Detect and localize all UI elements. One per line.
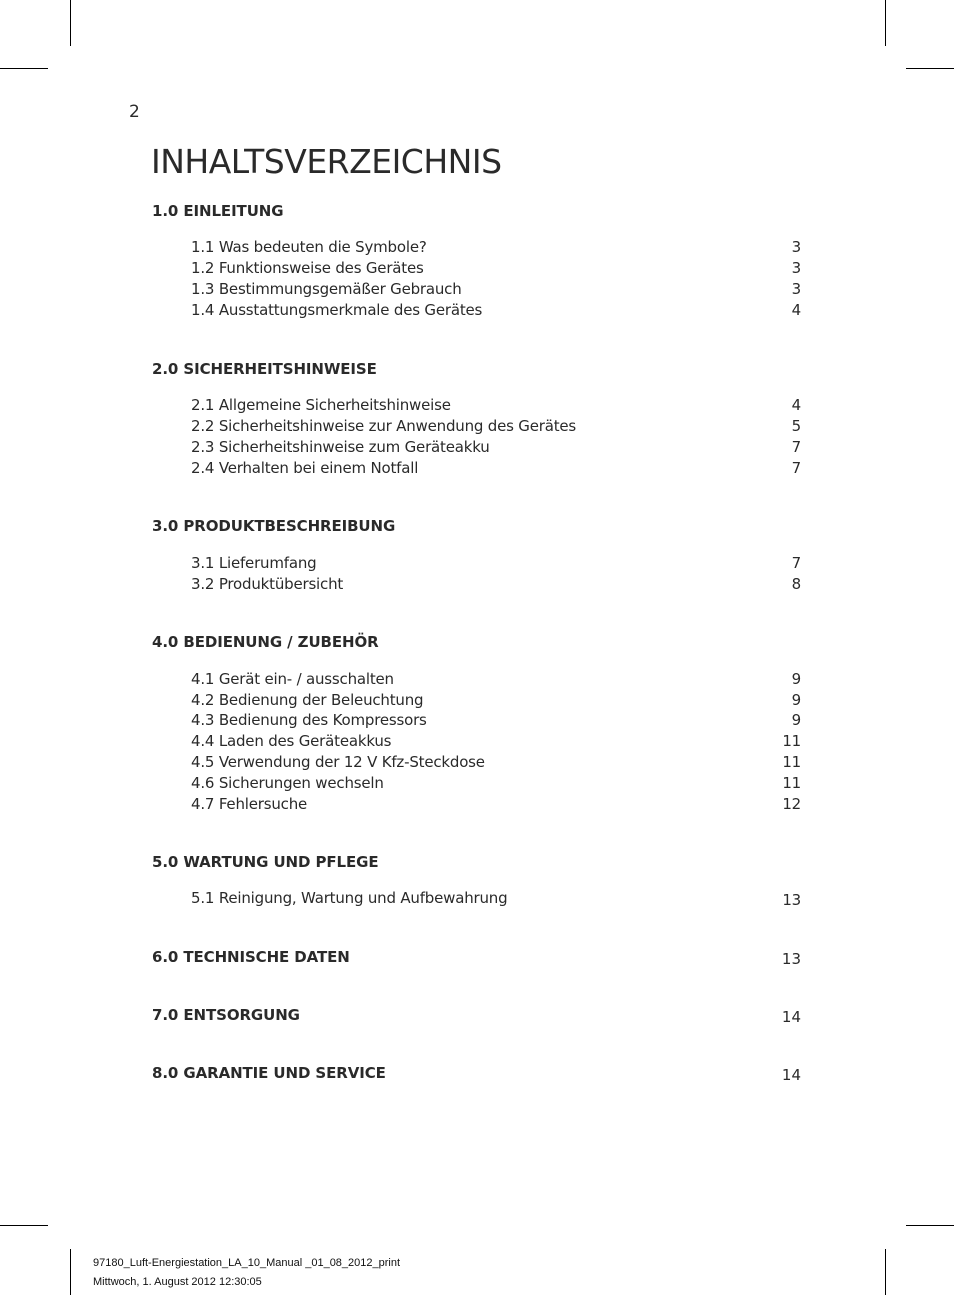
toc-entry-label: 2.3 Sicherheitshinweise zum Geräteakku bbox=[191, 438, 490, 456]
toc-entry-label: 4.3 Bedienung des Kompressors bbox=[191, 711, 427, 729]
crop-mark bbox=[885, 0, 886, 46]
crop-mark bbox=[0, 68, 48, 69]
section-page: 14 bbox=[781, 1008, 801, 1026]
toc-entry-page: 9 bbox=[791, 691, 801, 709]
section-heading: 3.0 PRODUKTBESCHREIBUNG bbox=[152, 517, 396, 535]
crop-mark bbox=[906, 1225, 954, 1226]
section-page: 13 bbox=[781, 950, 801, 968]
toc-entry-page: 7 bbox=[791, 459, 801, 477]
toc-entry[interactable] bbox=[191, 575, 801, 596]
toc-entry[interactable] bbox=[191, 417, 801, 438]
toc-entry-label: 1.1 Was bedeuten die Symbole? bbox=[191, 238, 427, 256]
toc-entry-page: 11 bbox=[782, 732, 801, 750]
toc-entry[interactable] bbox=[191, 438, 801, 459]
toc-entry-label: 1.3 Bestimmungsgemäßer Gebrauch bbox=[191, 280, 462, 298]
toc-entry-label: 4.7 Fehlersuche bbox=[191, 795, 308, 813]
toc-entry[interactable] bbox=[191, 774, 801, 795]
toc-entry-label: 4.4 Laden des Geräteakkus bbox=[191, 732, 392, 750]
toc-entry-page: 4 bbox=[791, 396, 801, 414]
toc-entry[interactable] bbox=[191, 459, 801, 480]
toc-entry-label: 2.1 Allgemeine Sicherheitshinweise bbox=[191, 396, 451, 414]
crop-mark bbox=[70, 0, 71, 46]
toc-entry[interactable] bbox=[191, 259, 801, 280]
section-heading: 8.0 GARANTIE UND SERVICE bbox=[152, 1064, 386, 1082]
toc-entry[interactable] bbox=[191, 795, 801, 816]
toc-entry-page: 7 bbox=[791, 438, 801, 456]
toc-entry-page: 8 bbox=[791, 575, 801, 593]
section-heading: 1.0 EINLEITUNG bbox=[152, 202, 284, 220]
toc-entry-page: 3 bbox=[791, 259, 801, 277]
footer-file-name: 97180_Luft-Energiestation_LA_10_Manual _01_08_2012_print bbox=[93, 1257, 401, 1269]
toc-entry[interactable] bbox=[191, 889, 801, 910]
toc-entry[interactable] bbox=[191, 732, 801, 753]
section-heading: 2.0 SICHERHEITSHINWEISE bbox=[152, 360, 377, 378]
toc-entry[interactable] bbox=[191, 396, 801, 417]
crop-mark bbox=[906, 68, 954, 69]
toc-entry-page: 11 bbox=[782, 753, 801, 771]
toc-entry-label: 4.1 Gerät ein- / ausschalten bbox=[191, 670, 394, 688]
toc-entry[interactable] bbox=[191, 301, 801, 322]
toc-entry-page: 4 bbox=[791, 301, 801, 319]
crop-mark bbox=[0, 1225, 48, 1226]
toc-entry-label: 4.5 Verwendung der 12 V Kfz-Steckdose bbox=[191, 753, 485, 771]
toc-entry-page: 5 bbox=[791, 417, 801, 435]
section-heading: 5.0 WARTUNG UND PFLEGE bbox=[152, 853, 379, 871]
toc-entry-label: 3.1 Lieferumfang bbox=[191, 554, 317, 572]
toc-entry-page: 9 bbox=[791, 711, 801, 729]
toc-entry-label: 1.4 Ausstattungsmerkmale des Gerätes bbox=[191, 301, 483, 319]
toc-entry[interactable] bbox=[191, 691, 801, 712]
toc-entry[interactable] bbox=[191, 554, 801, 575]
section-heading: 6.0 TECHNISCHE DATEN bbox=[152, 948, 350, 966]
toc-entry-label: 4.2 Bedienung der Beleuchtung bbox=[191, 691, 424, 709]
toc-entry-label: 3.2 Produktübersicht bbox=[191, 575, 344, 593]
toc-entry-label: 4.6 Sicherungen wechseln bbox=[191, 774, 384, 792]
toc-entry-label: 5.1 Reinigung, Wartung und Aufbewahrung bbox=[191, 889, 508, 907]
crop-mark bbox=[885, 1249, 886, 1295]
toc-entry[interactable] bbox=[191, 238, 801, 259]
toc-entry-label: 1.2 Funktionsweise des Gerätes bbox=[191, 259, 424, 277]
toc-entry-page: 7 bbox=[791, 554, 801, 572]
toc-entry[interactable] bbox=[191, 670, 801, 691]
crop-mark bbox=[70, 1249, 71, 1295]
toc-entry-page: 12 bbox=[782, 795, 801, 813]
toc-entry-page: 3 bbox=[791, 238, 801, 256]
page-title: INHALTSVERZEICHNIS bbox=[151, 142, 502, 181]
toc-entry-page: 3 bbox=[791, 280, 801, 298]
page-number: 2 bbox=[129, 102, 140, 122]
section-heading: 4.0 BEDIENUNG / ZUBEHÖR bbox=[152, 633, 379, 651]
toc-entry-page: 9 bbox=[791, 670, 801, 688]
toc-entry[interactable] bbox=[191, 280, 801, 301]
section-page: 14 bbox=[781, 1066, 801, 1084]
toc-entry[interactable] bbox=[191, 711, 801, 732]
section-heading: 7.0 ENTSORGUNG bbox=[152, 1006, 300, 1024]
toc-entry-label: 2.2 Sicherheitshinweise zur Anwendung des Gerätes bbox=[191, 417, 577, 435]
toc-entry-label: 2.4 Verhalten bei einem Notfall bbox=[191, 459, 419, 477]
toc-entry[interactable] bbox=[191, 753, 801, 774]
toc-entry-page: 13 bbox=[782, 891, 801, 909]
footer-timestamp: Mittwoch, 1. August 2012 12:30:05 bbox=[93, 1276, 262, 1288]
toc-entry-page: 11 bbox=[782, 774, 801, 792]
